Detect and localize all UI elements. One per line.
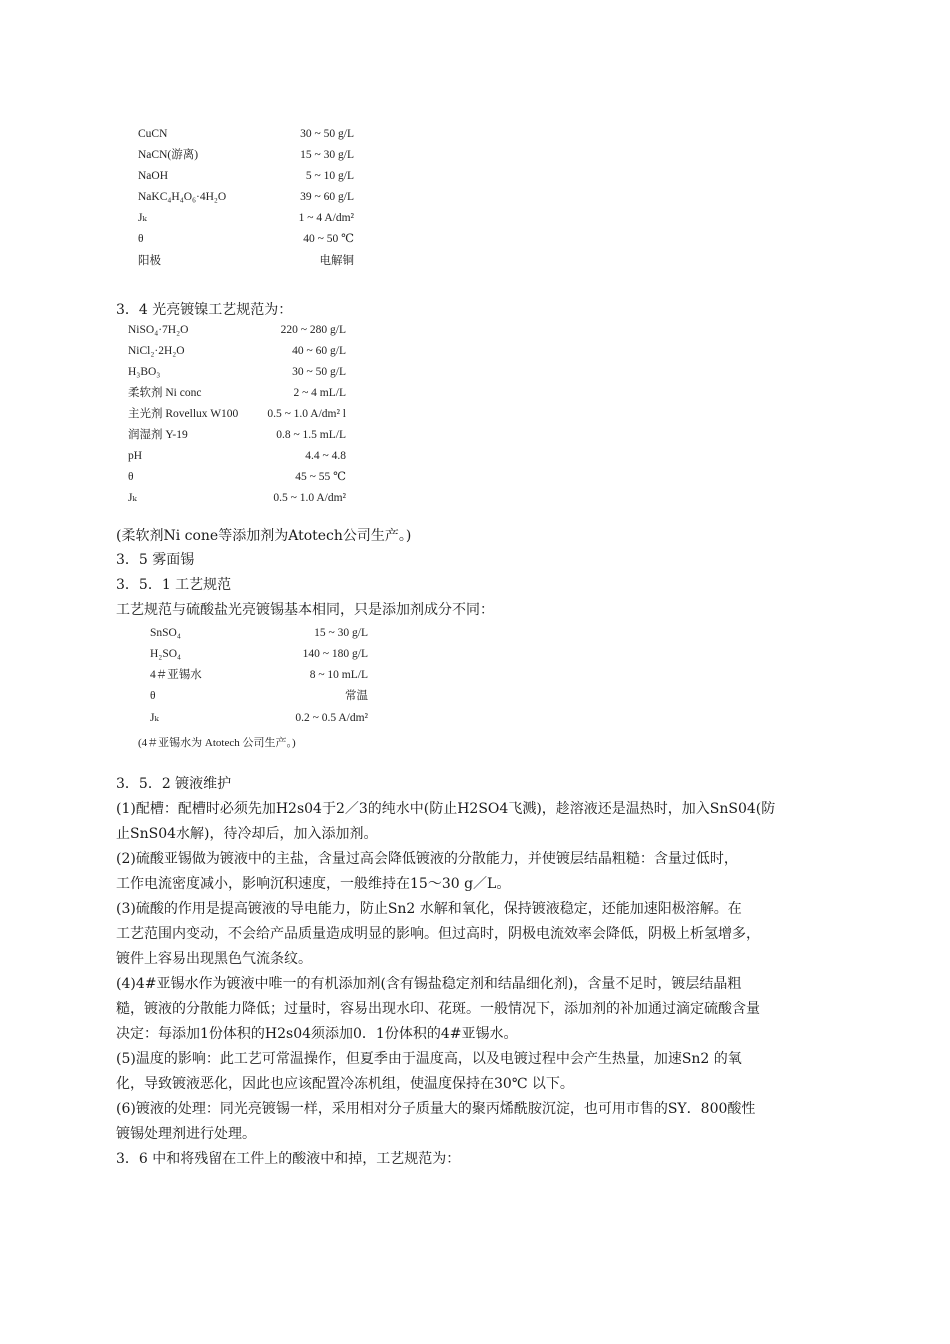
- param-name: Jₖ: [150, 712, 159, 724]
- paragraph-line: 止SnS04水解)，待冷却后，加入添加剂。: [116, 826, 378, 842]
- param-value: 40 ~ 50 ℃: [303, 233, 354, 245]
- param-value: 40 ~ 60 g/L: [292, 345, 346, 357]
- param-name: NiCl₂·2H₂O: [128, 345, 185, 357]
- param-value: 电解铜: [319, 255, 354, 267]
- param-value: 30 ~ 50 g/L: [292, 366, 346, 378]
- param-row: [150, 665, 372, 686]
- section-heading-3-5: 3．5 雾面锡: [116, 552, 195, 568]
- param-name: θ: [138, 233, 144, 245]
- param-name: SnSO₄: [150, 627, 181, 639]
- paragraph-line: 镀锡处理剂进行处理。: [116, 1126, 256, 1142]
- paragraph-line: 工艺规范与硫酸盐光亮镀锡基本相同，只是添加剂成分不同：: [116, 602, 494, 618]
- param-name: θ: [150, 690, 156, 702]
- param-name: NiSO₄·7H₂O: [128, 324, 189, 336]
- param-row: [150, 644, 372, 665]
- bright-nickel-param-table: [128, 320, 350, 510]
- paragraph-line: (5)温度的影响：此工艺可常温操作，但夏季由于温度高，以及电镀过程中会产生热量，加速Sn2 的氧: [116, 1051, 742, 1067]
- paragraph-line: (2)硫酸亚锡做为镀液中的主盐，含量过高会降低镀液的分散能力，并使镀层结晶粗糙：含量过低时，: [116, 851, 738, 867]
- param-value: 4.4 ~ 4.8: [305, 450, 346, 462]
- param-value: 30 ~ 50 g/L: [300, 128, 354, 140]
- param-row: [128, 425, 350, 446]
- section-heading-3-6: 3．6 中和将残留在工件上的酸液中和掉，工艺规范为：: [116, 1151, 461, 1167]
- param-row: [150, 623, 372, 644]
- param-value: 0.2 ~ 0.5 A/dm²: [295, 712, 368, 724]
- param-name: NaOH: [138, 170, 169, 182]
- param-value: 220 ~ 280 g/L: [280, 324, 346, 336]
- param-value: 0.5 ~ 1.0 A/dm² l: [267, 408, 346, 420]
- section-heading-3-5-2: 3．5．2 镀液维护: [116, 776, 232, 792]
- param-name: CuCN: [138, 128, 168, 140]
- paragraph-line: 糙，镀液的分散能力降低；过量时，容易出现水印、花斑。一般情况下，添加剂的补加通过滴定硫酸含量: [116, 1001, 760, 1017]
- param-row: [138, 124, 358, 145]
- param-value: 15 ~ 30 g/L: [314, 627, 368, 639]
- param-name: H₃BO₃: [128, 366, 161, 378]
- paragraph-line: 工作电流密度减小，影响沉积速度，一般维持在15～30 g／L。: [116, 876, 511, 892]
- paragraph-line: (4)4#亚锡水作为镀液中唯一的有机添加剂(含有锡盐稳定剂和结晶细化剂)，含量不足时，镀层结晶粗: [116, 976, 742, 992]
- paragraph-line: (6)镀液的处理：同光亮镀锡一样，采用相对分子质量大的聚丙烯酰胺沉淀，也可用市售的SY．800酸性: [116, 1101, 756, 1117]
- param-name: θ: [128, 471, 134, 483]
- param-row: [150, 686, 372, 707]
- paragraph-line: 化，导致镀液恶化，因此也应该配置冷冻机组，使温度保持在30℃ 以下。: [116, 1076, 574, 1092]
- param-row: [128, 320, 350, 341]
- paragraph-line: 镀件上容易出现黑色气流条纹。: [116, 951, 312, 967]
- param-row: [128, 404, 350, 425]
- param-name: Jₖ: [128, 492, 137, 504]
- param-row: [138, 251, 358, 272]
- param-value: 140 ~ 180 g/L: [302, 648, 368, 660]
- param-row: [128, 467, 350, 488]
- param-value: 常温: [345, 690, 368, 702]
- param-name: NaKC₄H₄O₆·4H₂O: [138, 191, 227, 203]
- param-row: [138, 166, 358, 187]
- param-row: [138, 145, 358, 166]
- param-row: [138, 187, 358, 208]
- param-name: 润湿剂 Y-19: [128, 429, 188, 441]
- param-value: 15 ~ 30 g/L: [300, 149, 354, 161]
- paragraph-line: (1)配槽：配槽时必须先加H2s04于2／3的纯水中(防止H2SO4飞溅)，趁溶液还是温热时，加入SnS04(防: [116, 801, 776, 817]
- section-heading-3-5-1: 3．5．1 工艺规范: [116, 577, 232, 593]
- param-name: pH: [128, 450, 143, 462]
- tin-additive-note: (4＃亚锡水为 Atotech 公司生产。): [138, 737, 296, 749]
- param-name: 柔软剂 Ni conc: [128, 387, 202, 399]
- paragraph-line: 工艺范围内变动，不会给产品质量造成明显的影响。但过高时，阴极电流效率会降低，阴极上析氢增多，: [116, 926, 760, 942]
- param-row: [150, 708, 372, 729]
- param-value: 45 ~ 55 ℃: [295, 471, 346, 483]
- additive-source-note: (柔软剂Ni cone等添加剂为Atotech公司生产。): [116, 528, 412, 544]
- paragraph-line: (3)硫酸的作用是提高镀液的导电能力，防止Sn2 水解和氧化，保持镀液稳定，还能加速阳极溶解。在: [116, 901, 742, 917]
- param-name: 阳极: [138, 255, 161, 267]
- param-value: 5 ~ 10 g/L: [305, 170, 354, 182]
- param-value: 8 ~ 10 mL/L: [309, 669, 368, 681]
- param-row: [128, 341, 350, 362]
- cyanide-copper-param-table: [138, 124, 358, 274]
- param-name: H₂SO₄: [150, 648, 182, 660]
- section-heading-3-4: 3．4 光亮镀镍工艺规范为：: [116, 302, 293, 318]
- param-name: NaCN(游离): [138, 149, 199, 161]
- param-row: [138, 208, 358, 229]
- param-row: [138, 229, 358, 250]
- param-row: [128, 383, 350, 404]
- param-value: 39 ~ 60 g/L: [300, 191, 354, 203]
- param-value: 1 ~ 4 A/dm²: [298, 212, 354, 224]
- param-row: [128, 488, 350, 509]
- param-row: [128, 362, 350, 383]
- param-row: [128, 446, 350, 467]
- param-name: 4＃亚锡水: [150, 669, 202, 681]
- paragraph-line: 决定：每添加1份体积的H2s04须添加0．1份体积的4#亚锡水。: [116, 1026, 518, 1042]
- param-value: 0.8 ~ 1.5 mL/L: [276, 429, 346, 441]
- param-name: Jₖ: [138, 212, 147, 224]
- param-value: 0.5 ~ 1.0 A/dm²: [273, 492, 346, 504]
- param-value: 2 ~ 4 mL/L: [293, 387, 346, 399]
- param-name: 主光剂 Rovellux W100: [128, 408, 239, 420]
